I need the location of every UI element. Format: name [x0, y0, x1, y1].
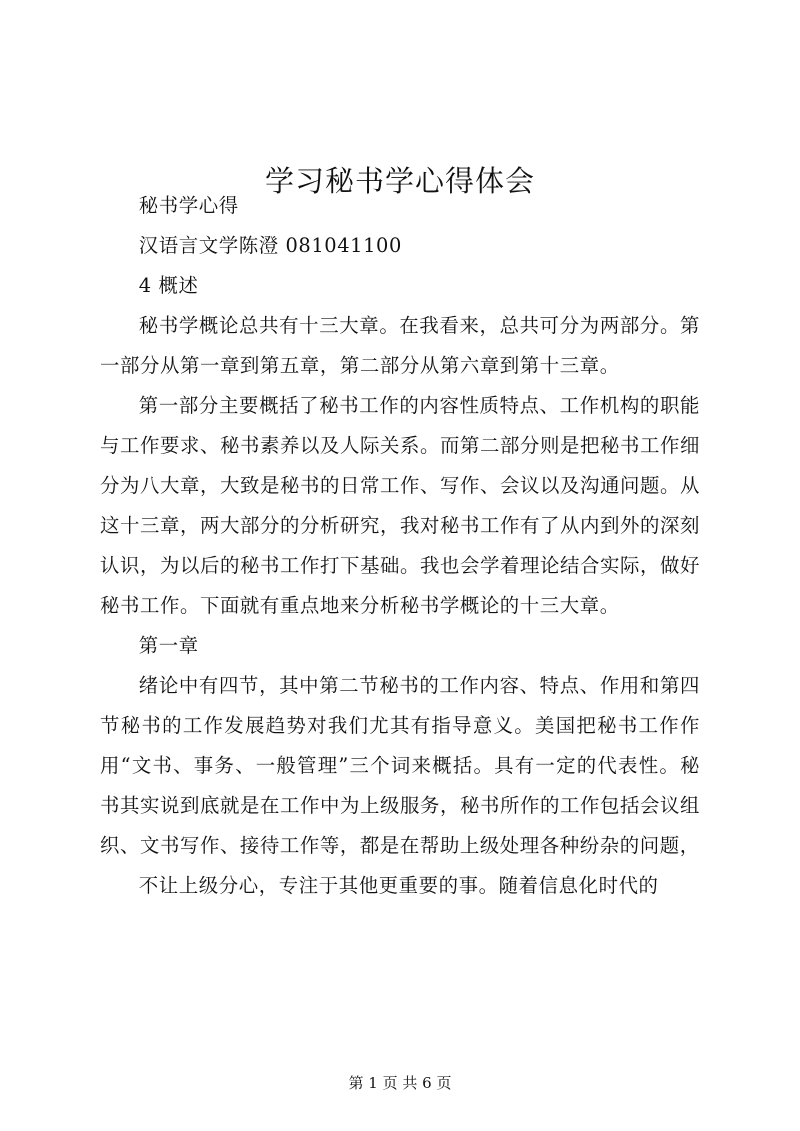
document-title: 学习秘书学心得体会: [264, 164, 535, 199]
paragraph: 不让上级分心，专注于其他更重要的事。随着信息化时代的: [138, 874, 659, 897]
section-heading: 4 概述: [138, 274, 199, 297]
chapter-heading: 第一章: [138, 634, 199, 657]
page-number-label: 第 1 页 共 6 页: [348, 1074, 452, 1092]
document-body: [100, 186, 700, 906]
subtitle-line: 秘书学心得: [138, 194, 239, 217]
author-line: 汉语言文学陈澄 081041100: [138, 234, 402, 257]
paragraph: 秘书学概论总共有十三大章。在我看来，总共可分为两部分。第一部分从第一章到第五章，第二部分从第六章到第十三章。: [100, 314, 700, 377]
paragraph: 第一部分主要概括了秘书工作的内容性质特点、工作机构的职能与工作要求、秘书素养以及人际关系。而第二部分则是把秘书工作细分为八大章，大致是秘书的日常工作、写作、会议以及沟通问题。从这十三章，两大部分的分析研究，我对秘书工作有了从内到外的深刻认识，为以后的秘书工作打下基础。我也会学着理论结合实际，做好秘书工作。下面就有重点地来分析秘书学概论的十三大章。: [100, 394, 700, 617]
paragraph: 绪论中有四节，其中第二节秘书的工作内容、特点、作用和第四节秘书的工作发展趋势对我们尤其有指导意义。美国把秘书工作作用“文书、事务、一般管理”三个词来概括。具有一定的代表性。秘书其实说到底就是在工作中为上级服务，秘书所作的工作包括会议组织、文书写作、接待工作等，都是在帮助上级处理各种纷杂的问题，: [100, 674, 700, 857]
page-footer: [0, 1072, 800, 1094]
